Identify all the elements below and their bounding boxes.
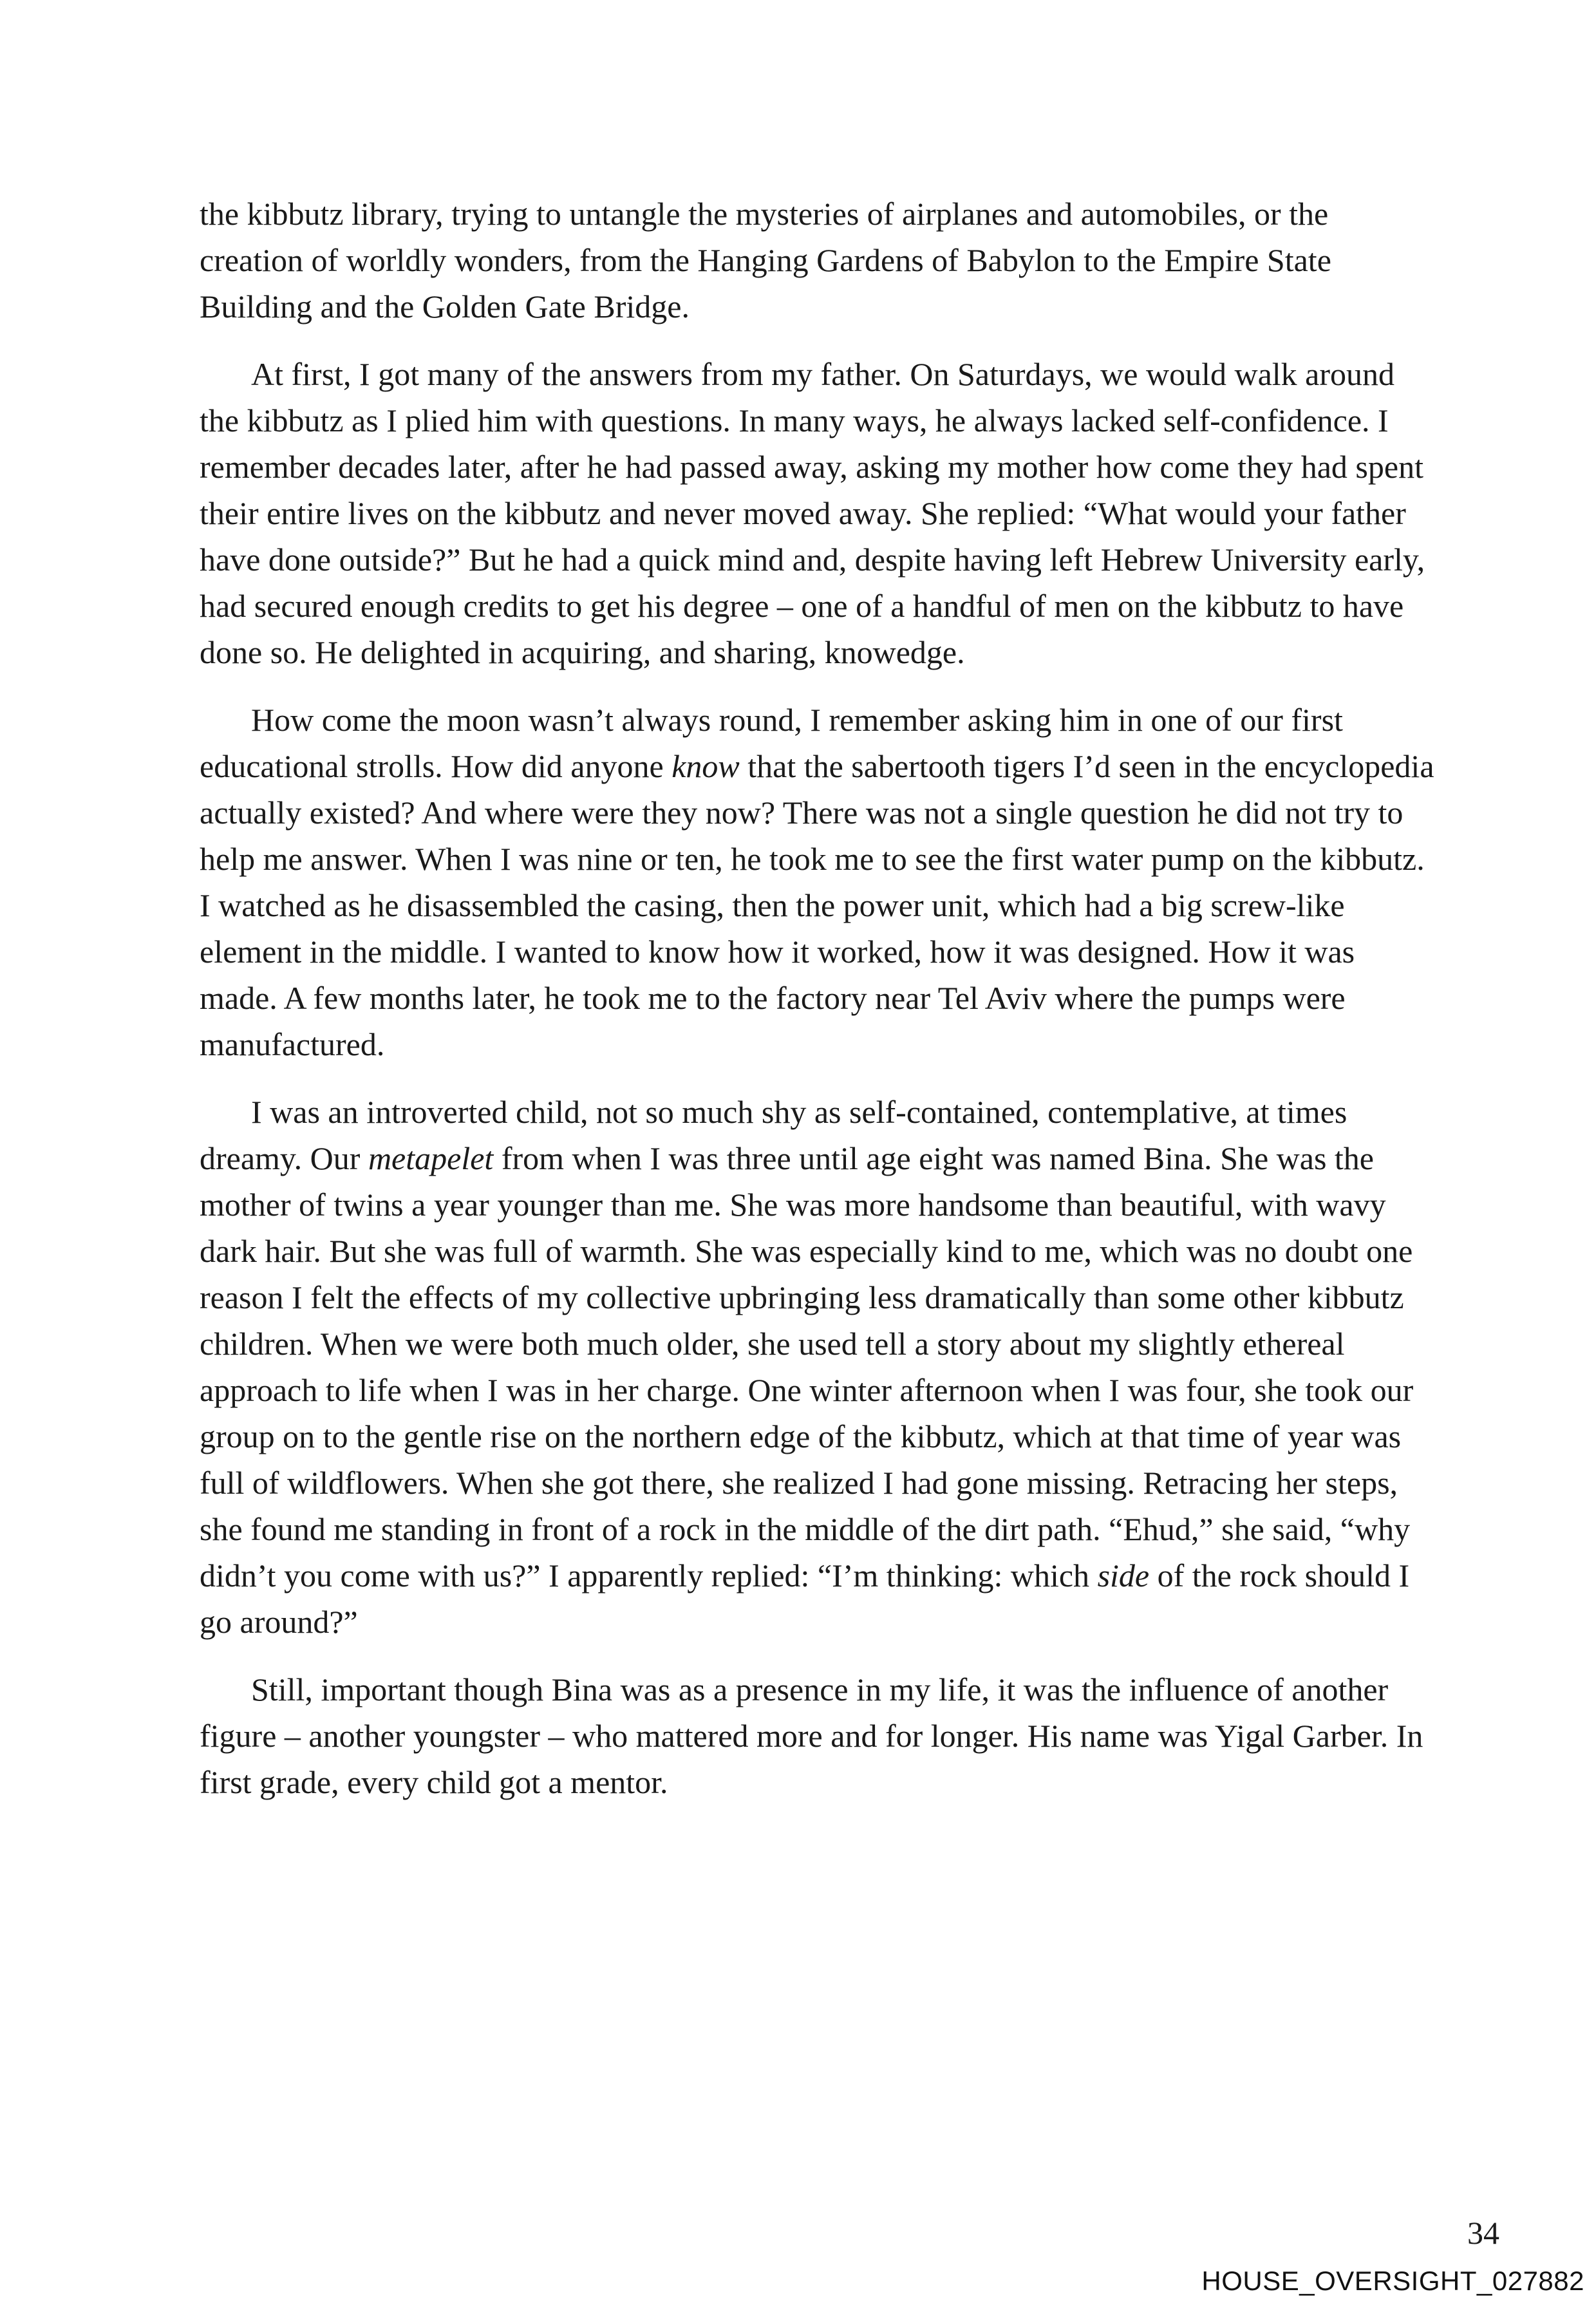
page-number: 34 xyxy=(1467,2215,1499,2251)
italic-text-run: metapelet xyxy=(368,1140,494,1176)
paragraph xyxy=(200,351,1439,675)
text-run: the kibbutz library, trying to untangle the mysteries of airplanes and automobiles, or the creation of worldly wonders, from the Hanging Gardens of Babylon to the Empire State Building and the Golden Gate Bridge. xyxy=(200,196,1331,324)
page-text xyxy=(200,191,1439,1827)
text-run: of the rock should I go around?” xyxy=(200,1557,1410,1640)
paragraph xyxy=(200,191,1439,330)
text-run: How come the moon wasn’t always round, I remember asking him in one of our first educational strolls. How did anyone xyxy=(200,702,1343,784)
italic-text-run: know xyxy=(671,748,740,784)
paragraph xyxy=(200,1666,1439,1805)
text-run: from when I was three until age eight was named Bina. She was the mother of twins a year younger than me. She was more handsome than beautiful, with wavy dark hair. But she was full of warmth. She was especially kind to me, which was no doubt one reason I felt the effects of my collective upbringing less dramatically than some other kibbutz children. When we were both much older, she used tell a story about my slightly ethereal approach to life when I was in her charge. One winter afternoon when I was four, she took our group on to the gentle rise on the northern edge of the kibbutz, which at that time of year was full of wildflowers. When she got there, she realized I had gone missing. Retracing her steps, she found me standing in front of a rock in the middle of the dirt path. “Ehud,” she said, “why didn’t you come with us?” I apparently replied: “I’m thinking: which xyxy=(200,1140,1414,1593)
paragraph xyxy=(200,697,1439,1067)
italic-text-run: side xyxy=(1097,1557,1150,1593)
paragraph xyxy=(200,1089,1439,1645)
text-run: At first, I got many of the answers from my father. On Saturdays, we would walk around the kibbutz as I plied him with questions. In many ways, he always lacked self-confidence. I remember decades later, after he had passed away, asking my mother how come they had spent their entire lives on the kibbutz and never moved away. She replied: “What would your father have done outside?” But he had a quick mind and, despite having left Hebrew University early, had secured enough credits to get his degree – one of a handful of men on the kibbutz to have done so. He delighted in acquiring, and sharing, knowedge. xyxy=(200,356,1425,670)
exhibit-stamp: HOUSE_OVERSIGHT_027882 xyxy=(1201,2266,1584,2296)
text-run: that the sabertooth tigers I’d seen in the encyclopedia actually existed? And where were they now? There was not a single question he did not try to help me answer. When I was nine or ten, he took me to see the first water pump on the kibbutz. I watched as he disassembled the casing, then the power unit, which had a big screw-like element in the middle. I wanted to know how it worked, how it was designed. How it was made. A few months later, he took me to the factory near Tel Aviv where the pumps were manufactured. xyxy=(200,748,1434,1062)
text-run: Still, important though Bina was as a presence in my life, it was the influence of another figure – another youngster – who mattered more and for longer. His name was Yigal Garber. In first grade, every child got a mentor. xyxy=(200,1671,1423,1800)
text-run: I was an introverted child, not so much shy as self-contained, contemplative, at times dreamy. Our xyxy=(200,1094,1347,1176)
